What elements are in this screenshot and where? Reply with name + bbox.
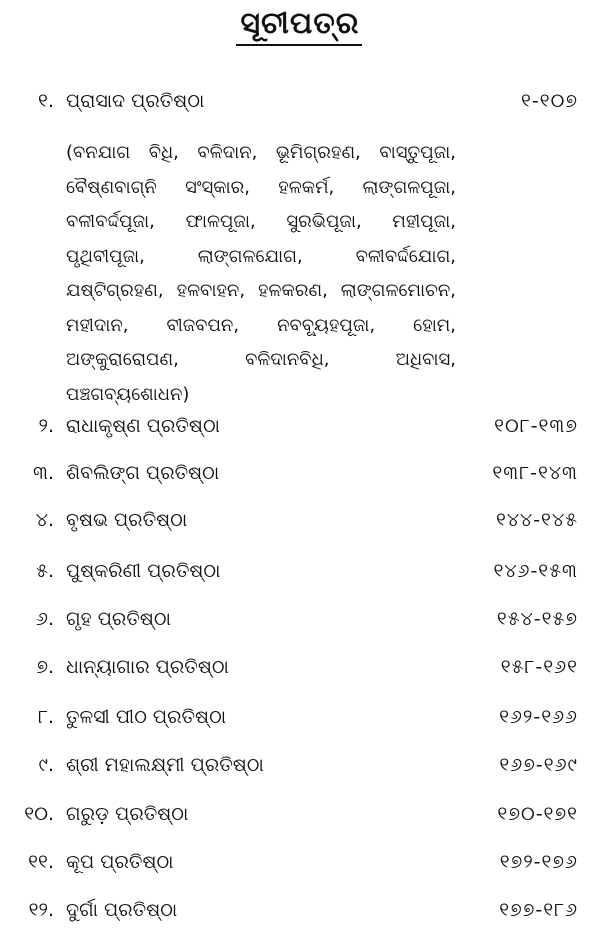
toc-entry-10 bbox=[0, 797, 600, 831]
entry-pages: ୧୦୮-୧୩୭ bbox=[494, 415, 578, 437]
entry-pages: ୧୪୪-୧୪୫ bbox=[495, 509, 578, 531]
entry-pages: ୧୭୨-୧୭୬ bbox=[499, 851, 578, 873]
entry-number: ୯. bbox=[38, 754, 54, 776]
entry-number: ୧୨. bbox=[28, 899, 54, 921]
entry-pages: ୧୬୨-୧୬୬ bbox=[499, 706, 578, 728]
entry-title: କୂପ ପ୍ରତିଷ୍ଠା bbox=[66, 851, 174, 873]
entry-pages: ୧୬୭-୧୬୯ bbox=[499, 754, 578, 776]
toc-entry-1 bbox=[0, 84, 600, 118]
entry-pages: ୧୫୪-୧୫୭ bbox=[496, 608, 578, 630]
entry-number: ୫. bbox=[36, 560, 54, 582]
entry-title: ପୁଷ୍କରିଣୀ ପ୍ରତିଷ୍ଠା bbox=[66, 560, 221, 582]
entry-number: ୧୦. bbox=[24, 803, 54, 825]
entry-number: ୧୧. bbox=[28, 851, 54, 873]
entry-pages: ୧୪୬-୧୫୩ bbox=[493, 560, 578, 582]
title-underline bbox=[236, 44, 362, 46]
entry-number: ୬. bbox=[36, 608, 54, 630]
toc-entry-4 bbox=[0, 503, 600, 537]
entry-pages: ୧-୧୦୭ bbox=[520, 90, 578, 112]
entry-title: ଶିବଲିଙ୍ଗ ପ୍ରତିଷ୍ଠା bbox=[66, 462, 220, 484]
entry-number: ୭. bbox=[36, 656, 54, 678]
toc-entry-9 bbox=[0, 748, 600, 782]
entry-title: ପ୍ରାସାଦ ପ୍ରତିଷ୍ଠା bbox=[66, 90, 205, 112]
entry-title: ଗରୁଡ଼ ପ୍ରତିଷ୍ଠା bbox=[66, 803, 189, 825]
toc-entry-5 bbox=[0, 554, 600, 588]
toc-entry-8 bbox=[0, 700, 600, 734]
entry-number: ୪. bbox=[35, 509, 54, 531]
entry-title: ଗୃହ ପ୍ରତିଷ୍ଠା bbox=[66, 608, 171, 630]
toc-entry-3 bbox=[0, 456, 600, 490]
entry-number: ୧. bbox=[38, 90, 54, 112]
entry-pages: ୧୩୮-୧୪୩ bbox=[492, 462, 578, 484]
entry-pages: ୧୫୮-୧୬୧ bbox=[500, 656, 578, 678]
toc-entry-7 bbox=[0, 650, 600, 684]
toc-entry-2 bbox=[0, 409, 600, 443]
toc-entry-11 bbox=[0, 845, 600, 879]
entry-title: ତୁଳସୀ ପୀଠ ପ୍ରତିଷ୍ଠା bbox=[66, 706, 227, 728]
entry-number: ୮. bbox=[38, 706, 54, 728]
entry-title: ରାଧାକୃଷ୍ଣ ପ୍ରତିଷ୍ଠା bbox=[66, 415, 220, 437]
entry-1-subtopics: (ବନଯାଗ ବିଧି, ବଳିଦାନ, ଭୂମିଗ୍ରହଣ, ବାସ୍ତୁପୂଜା, ବୈଷ୍ଣବାଗ୍ନି ସଂସ୍କାର, ହଳକର୍ମ, ଲାଙ୍ଗଳପୂଜା, ବଳୀବର୍ଦ୍ଦପୂଜା, ଫାଳପୂଜା, ସୁରଭିପୂଜା, ମହୀପୂଜା, ପୃଥିବୀପୂଜା, ଲାଙ୍ଗଳଯୋଗ, ବଳୀବର୍ଦ୍ଦଯୋଗ, ଯଷ୍ଟିଗ୍ରହଣ, ହଳବାହନ, ହଳକରଣ, ଲାଙ୍ଗଳମୋଚନ, ମହୀଦାନ, ବୀଜବପନ, ନବବ୍ୟୂହପୂଜା, ହୋମ, ଅଙ୍କୁରାରୋପଣ, ବଳିଦାନବିଧି, ଅଧିବାସ, ପଞ୍ଚଗବ୍ୟଶୋଧନ) bbox=[66, 142, 456, 405]
toc-entry-12 bbox=[0, 893, 600, 927]
entry-title: ବୃଷଭ ପ୍ରତିଷ୍ଠା bbox=[66, 509, 188, 531]
page-title: ସୂଚୀପତ୍ର bbox=[240, 6, 360, 41]
entry-title: ଧାନ୍ୟାଗାର ପ୍ରତିଷ୍ଠା bbox=[66, 656, 229, 678]
entry-title: ଦୁର୍ଗା ପ୍ରତିଷ୍ଠା bbox=[66, 899, 178, 921]
entry-pages: ୧୭୦-୧୭୧ bbox=[497, 803, 578, 825]
entry-title: ଶ୍ରୀ ମହାଲକ୍ଷ୍ମୀ ପ୍ରତିଷ୍ଠା bbox=[66, 754, 264, 776]
entry-pages: ୧୭୭-୧୮୬ bbox=[499, 899, 578, 921]
toc-entry-6 bbox=[0, 602, 600, 636]
entry-number: ୨. bbox=[38, 415, 54, 437]
entry-number: ୩. bbox=[33, 462, 54, 484]
